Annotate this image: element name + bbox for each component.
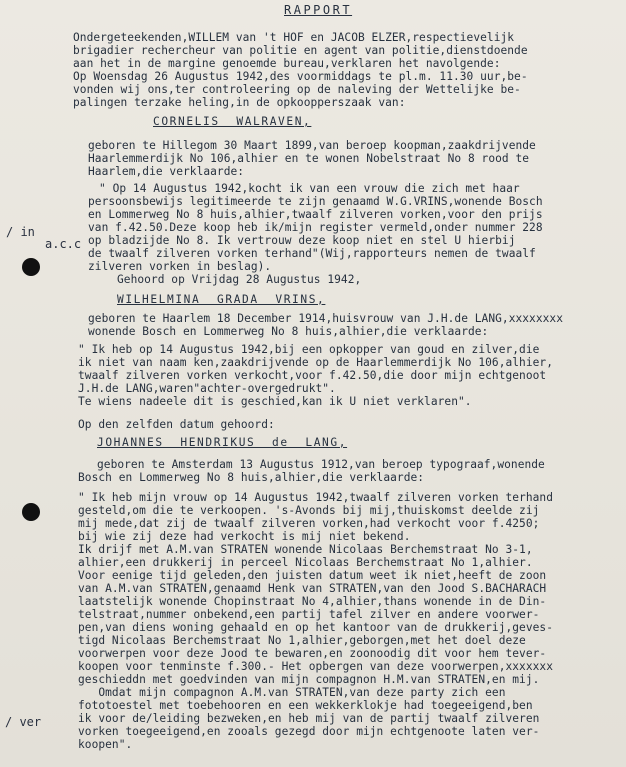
statement-line: " Ik heb op 14 Augustus 1942,bij een opkopper van goud en zilver,die — [78, 343, 540, 356]
punch-hole-bottom — [22, 503, 40, 521]
statement-line: van f.42.50.Deze koop heb ik/mijn register vermeld,onder nummer 228 — [88, 221, 543, 234]
statement-line: op bladzijde No 8. Ik vertrouw deze koop niet en stel U hierbij — [88, 234, 516, 247]
statement-line: Omdat mijn compagnon A.M.van STRATEN,van deze party zich een — [78, 686, 506, 699]
punch-hole-top — [22, 258, 40, 276]
person-detail-line: geboren te Haarlem 18 December 1914,huisvrouw van J.H.de LANG,xxxxxxxx — [88, 312, 563, 325]
page-title: RAPPORT — [284, 3, 353, 17]
person-detail-line: Haarlemmerdijk No 106,alhier en te wonen Nobelstraat No 8 rood te — [88, 152, 530, 165]
statement-line: Te wiens nadeele dit is geschied,kan ik U niet verklaren". — [78, 395, 472, 408]
statement-line: koopen voor tenminste f.300.- Het opbergen van deze voorwerpen,xxxxxxx — [78, 660, 553, 673]
statement-line: vorken toegeeigend,en zooals gezegd door mijn echtgenoote laten ver- — [78, 725, 540, 738]
statement-line: telstraat,nummer onbekend,een partij tafel zilver en andere voorwer- — [78, 608, 540, 621]
statement-line: laatstelijk wonende Chopinstraat No 4,alhier,thans wonende in de Din- — [78, 595, 547, 608]
statement-line: mij mede,dat zij de twaalf zilveren vorken,had verkocht voor f.4250; — [78, 517, 540, 530]
intro-line: brigadier rechercheur van politie en agent van politie,dienstdoende — [73, 44, 528, 57]
person-name: CORNELIS WALRAVEN, — [153, 115, 312, 128]
statement-line: zilveren vorken in beslag). — [88, 260, 272, 273]
intro-line: vonden wij ons,ter controleering op de naleving der Wettelijke be- — [73, 83, 521, 96]
statement-line: geschieddn met goedvinden van mijn compagnon H.M.van STRATEN,en mij. — [78, 673, 540, 686]
statement-line: pen,van diens woning gehaald en op het kantoor van de drukkerij,geves- — [78, 621, 553, 634]
statement-line: persoonsbewijs legitimeerde te zijn genaamd W.G.VRINS,wonende Bosch — [88, 195, 543, 208]
margin-note: a.c.c — [45, 237, 82, 251]
statement-line: voorwerpen voor deze Jood te bewaren,en zoonoodig dit voor hem tever- — [78, 647, 547, 660]
statement-line: gesteld,om die te verkoopen. 's-Avonds bij mij,thuiskomst deelde zij — [78, 504, 540, 517]
statement-line: twaalf zilveren vorken verkocht,voor f.42.50,die door mijn echtgenoot — [78, 369, 547, 382]
person-name: JOHANNES HENDRIKUS de LANG, — [97, 436, 348, 449]
statement-line: ik voor de/leiding bezweken,en heb mij van de partij twaalf zilveren — [78, 712, 540, 725]
intro-line: aan het in de margine genoemde bureau,verklaren het navolgende: — [73, 57, 501, 70]
person-name: WILHELMINA GRADA VRINS, — [117, 293, 326, 306]
statement-line: en Lommerweg No 8 huis,alhier,twaalf zilveren vorken,voor den prijs — [88, 208, 543, 221]
statement-line: fototoestel met toebehooren en een wekkerklokje had toegeeigend,ben — [78, 699, 533, 712]
margin-note: / ver — [5, 715, 42, 729]
statement-line: J.H.de LANG,waren"achter-overgedrukt". — [78, 382, 336, 395]
statement-line: koopen". — [78, 738, 133, 751]
intro-line: palingen terzake heling,in de opkoopperszaak van: — [73, 96, 406, 109]
margin-note: / in — [6, 225, 35, 239]
heard-line: Op den zelfden datum gehoord: — [78, 418, 275, 431]
statement-line: bij wie zij deze had verkocht is mij niet bekend. — [78, 530, 411, 543]
person-detail-line: Bosch en Lommerweg No 8 huis,alhier,die verklaarde: — [78, 471, 425, 484]
intro-line: Ondergeteekenden,WILLEM van 't HOF en JACOB ELZER,respectievelijk — [73, 31, 515, 44]
person-detail-line: geboren te Hillegom 30 Maart 1899,van beroep koopman,zaakdrijvende — [88, 139, 536, 152]
statement-line: " Ik heb mijn vrouw op 14 Augustus 1942,twaalf zilveren vorken terhand — [78, 491, 553, 504]
statement-line: ik niet van naam ken,zaakdrijvende op de Haarlemmerdijk No 106,alhier, — [78, 356, 553, 369]
heard-line: Gehoord op Vrijdag 28 Augustus 1942, — [117, 273, 362, 286]
person-detail-line: geboren te Amsterdam 13 Augustus 1912,van beroep typograaf,wonende — [97, 458, 545, 471]
statement-line: " Op 14 Augustus 1942,kocht ik van een vrouw die zich met haar — [99, 182, 520, 195]
person-detail-line: Haarlem,die verklaarde: — [88, 165, 245, 178]
statement-line: alhier,een drukkerij in perceel Nicolaas Berchemstraat No 1,alhier. — [78, 556, 533, 569]
statement-line: tigd Nicolaas Berchemstraat No 1,alhier,geborgen,met het doel deze — [78, 634, 526, 647]
statement-line: Ik drijf met A.M.van STRATEN wonende Nicolaas Berchemstraat No 3-1, — [78, 543, 533, 556]
person-detail-line: wonende Bosch en Lommerweg No 8 huis,alhier,die verklaarde: — [88, 325, 489, 338]
statement-line: Voor eenige tijd geleden,den juisten datum weet ik niet,heeft de zoon — [78, 569, 547, 582]
intro-line: Op Woensdag 26 Augustus 1942,des voormiddags te pl.m. 11.30 uur,be- — [73, 70, 528, 83]
statement-line: van A.M.van STRATEN,genaamd Henk van STRATEN,van den Jood S.BACHARACH — [78, 582, 547, 595]
statement-line: de twaalf zilveren vorken terhand"(Wij,rapporteurs nemen de twaalf — [88, 247, 536, 260]
